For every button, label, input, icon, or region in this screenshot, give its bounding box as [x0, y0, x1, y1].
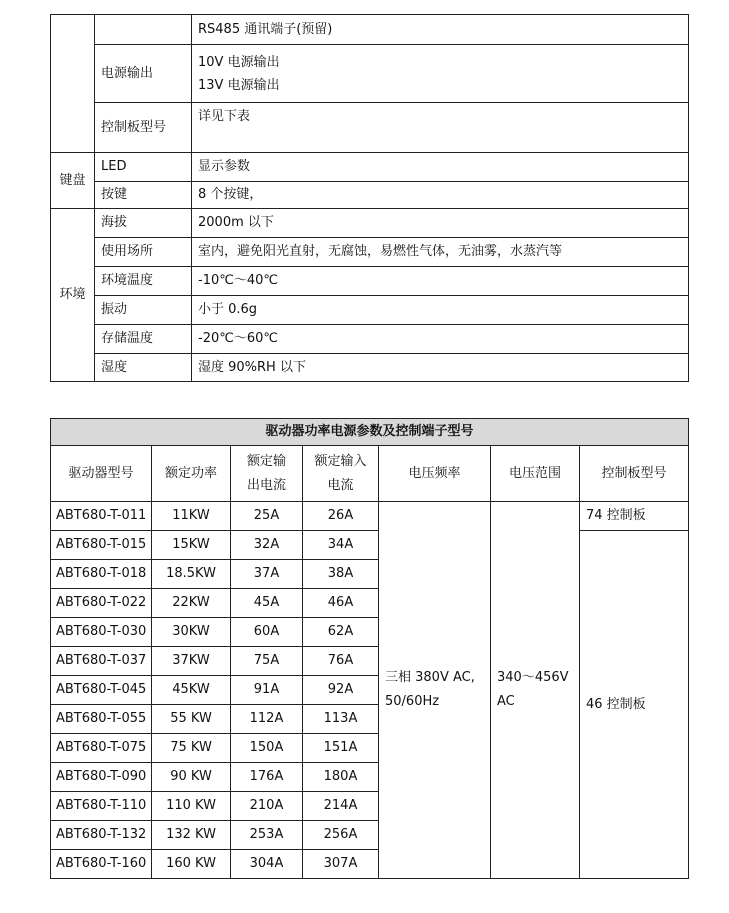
env-label-storage-temp: 存储温度 — [95, 325, 192, 354]
cell-in-current: 214A — [303, 792, 379, 821]
cell-model: ABT680-T-030 — [51, 618, 152, 647]
keyboard-label-keys: 按键 — [95, 182, 192, 209]
environment-group-label: 环境 — [51, 209, 95, 382]
table-row — [51, 531, 689, 560]
cell-out-current: 37A — [231, 560, 303, 589]
cell-out-current: 176A — [231, 763, 303, 792]
spec-value-control-board: 详见下表 — [192, 103, 689, 153]
cell-out-current: 60A — [231, 618, 303, 647]
cell-power: 110 KW — [152, 792, 231, 821]
drive-parameter-table — [50, 418, 689, 879]
cell-out-current: 25A — [231, 502, 303, 531]
header-in-current — [303, 446, 379, 502]
env-label-vibration: 振动 — [95, 296, 192, 325]
cell-out-current: 91A — [231, 676, 303, 705]
spec-label-blank — [95, 15, 192, 45]
header-out-current-line1: 额定输 — [246, 453, 286, 469]
cell-power: 45KW — [152, 676, 231, 705]
cell-power: 90 KW — [152, 763, 231, 792]
cell-model: ABT680-T-018 — [51, 560, 152, 589]
env-label-location: 使用场所 — [95, 238, 192, 267]
drive-table-title: 驱动器功率电源参数及控制端子型号 — [51, 419, 689, 446]
env-label-ambient-temp: 环境温度 — [95, 267, 192, 296]
header-out-current-line2: 出电流 — [246, 477, 286, 493]
cell-model: ABT680-T-075 — [51, 734, 152, 763]
cell-power: 75 KW — [152, 734, 231, 763]
cell-in-current: 256A — [303, 821, 379, 850]
cell-model: ABT680-T-037 — [51, 647, 152, 676]
cell-power: 160 KW — [152, 850, 231, 879]
cell-model: ABT680-T-090 — [51, 763, 152, 792]
cell-in-current: 307A — [303, 850, 379, 879]
header-control-board: 控制板型号 — [580, 446, 689, 502]
cell-in-current: 151A — [303, 734, 379, 763]
env-label-altitude: 海拔 — [95, 209, 192, 238]
power-output-13v: 13V 电源输出 — [198, 77, 280, 93]
header-power: 额定功率 — [152, 446, 231, 502]
cell-in-current: 180A — [303, 763, 379, 792]
cell-in-current: 34A — [303, 531, 379, 560]
cell-power: 11KW — [152, 502, 231, 531]
cell-power: 18.5KW — [152, 560, 231, 589]
cell-control-board-74: 74 控制板 — [580, 502, 689, 531]
cell-in-current: 76A — [303, 647, 379, 676]
voltage-range-line1: 340～456V — [497, 670, 569, 685]
env-value-humidity: 湿度 90%RH 以下 — [192, 354, 689, 382]
env-value-vibration: 小于 0.6g — [192, 296, 689, 325]
cell-in-current: 62A — [303, 618, 379, 647]
drive-table-body — [51, 502, 689, 879]
header-voltage-frequency: 电压频率 — [379, 446, 491, 502]
cell-in-current: 26A — [303, 502, 379, 531]
header-in-current-line2: 电流 — [327, 477, 354, 493]
keyboard-label-led: LED — [95, 153, 192, 182]
cell-power: 15KW — [152, 531, 231, 560]
spec-value-power-output — [192, 45, 689, 103]
header-voltage-range: 电压范围 — [491, 446, 580, 502]
table-row — [51, 502, 689, 531]
cell-power: 37KW — [152, 647, 231, 676]
cell-power: 30KW — [152, 618, 231, 647]
cell-model: ABT680-T-045 — [51, 676, 152, 705]
env-label-humidity: 湿度 — [95, 354, 192, 382]
cell-out-current: 210A — [231, 792, 303, 821]
voltage-frequency-line2: 50/60Hz — [385, 694, 440, 709]
cell-model: ABT680-T-160 — [51, 850, 152, 879]
header-out-current — [231, 446, 303, 502]
voltage-frequency-line1: 三相 380V AC, — [385, 670, 475, 685]
keyboard-value-keys: 8 个按键， — [192, 182, 689, 209]
cell-in-current: 113A — [303, 705, 379, 734]
spec-value-rs485: RS485 通讯端子(预留) — [192, 15, 689, 45]
cell-power: 132 KW — [152, 821, 231, 850]
cell-model: ABT680-T-055 — [51, 705, 152, 734]
env-value-ambient-temp: -10℃～40℃ — [192, 267, 689, 296]
env-value-altitude: 2000m 以下 — [192, 209, 689, 238]
cell-power: 22KW — [152, 589, 231, 618]
cell-out-current: 32A — [231, 531, 303, 560]
keyboard-value-led: 显示参数 — [192, 153, 689, 182]
spec-label-control-board: 控制板型号 — [95, 103, 192, 153]
cell-out-current: 304A — [231, 850, 303, 879]
cell-out-current: 45A — [231, 589, 303, 618]
cell-control-board-46: 46 控制板 — [580, 531, 689, 879]
spec-label-power-output: 电源输出 — [95, 45, 192, 103]
cell-out-current: 75A — [231, 647, 303, 676]
keyboard-group-label: 键盘 — [51, 153, 95, 209]
env-value-storage-temp: -20℃～60℃ — [192, 325, 689, 354]
cell-in-current: 46A — [303, 589, 379, 618]
cell-in-current: 92A — [303, 676, 379, 705]
cell-voltage-range — [491, 502, 580, 879]
cell-voltage-frequency — [379, 502, 491, 879]
cell-model: ABT680-T-110 — [51, 792, 152, 821]
cell-out-current: 112A — [231, 705, 303, 734]
cell-model: ABT680-T-011 — [51, 502, 152, 531]
cell-out-current: 253A — [231, 821, 303, 850]
spec-group-blank — [51, 15, 95, 153]
voltage-range-line2: AC — [497, 694, 515, 709]
cell-model: ABT680-T-132 — [51, 821, 152, 850]
env-value-location: 室内，避免阳光直射，无腐蚀，易燃性气体，无油雾，水蒸汽等 — [192, 238, 689, 267]
header-in-current-line1: 额定输入 — [314, 453, 367, 469]
cell-model: ABT680-T-022 — [51, 589, 152, 618]
cell-power: 55 KW — [152, 705, 231, 734]
cell-model: ABT680-T-015 — [51, 531, 152, 560]
cell-in-current: 38A — [303, 560, 379, 589]
spec-table — [50, 14, 689, 382]
header-model: 驱动器型号 — [51, 446, 152, 502]
cell-out-current: 150A — [231, 734, 303, 763]
power-output-10v: 10V 电源输出 — [198, 54, 280, 70]
